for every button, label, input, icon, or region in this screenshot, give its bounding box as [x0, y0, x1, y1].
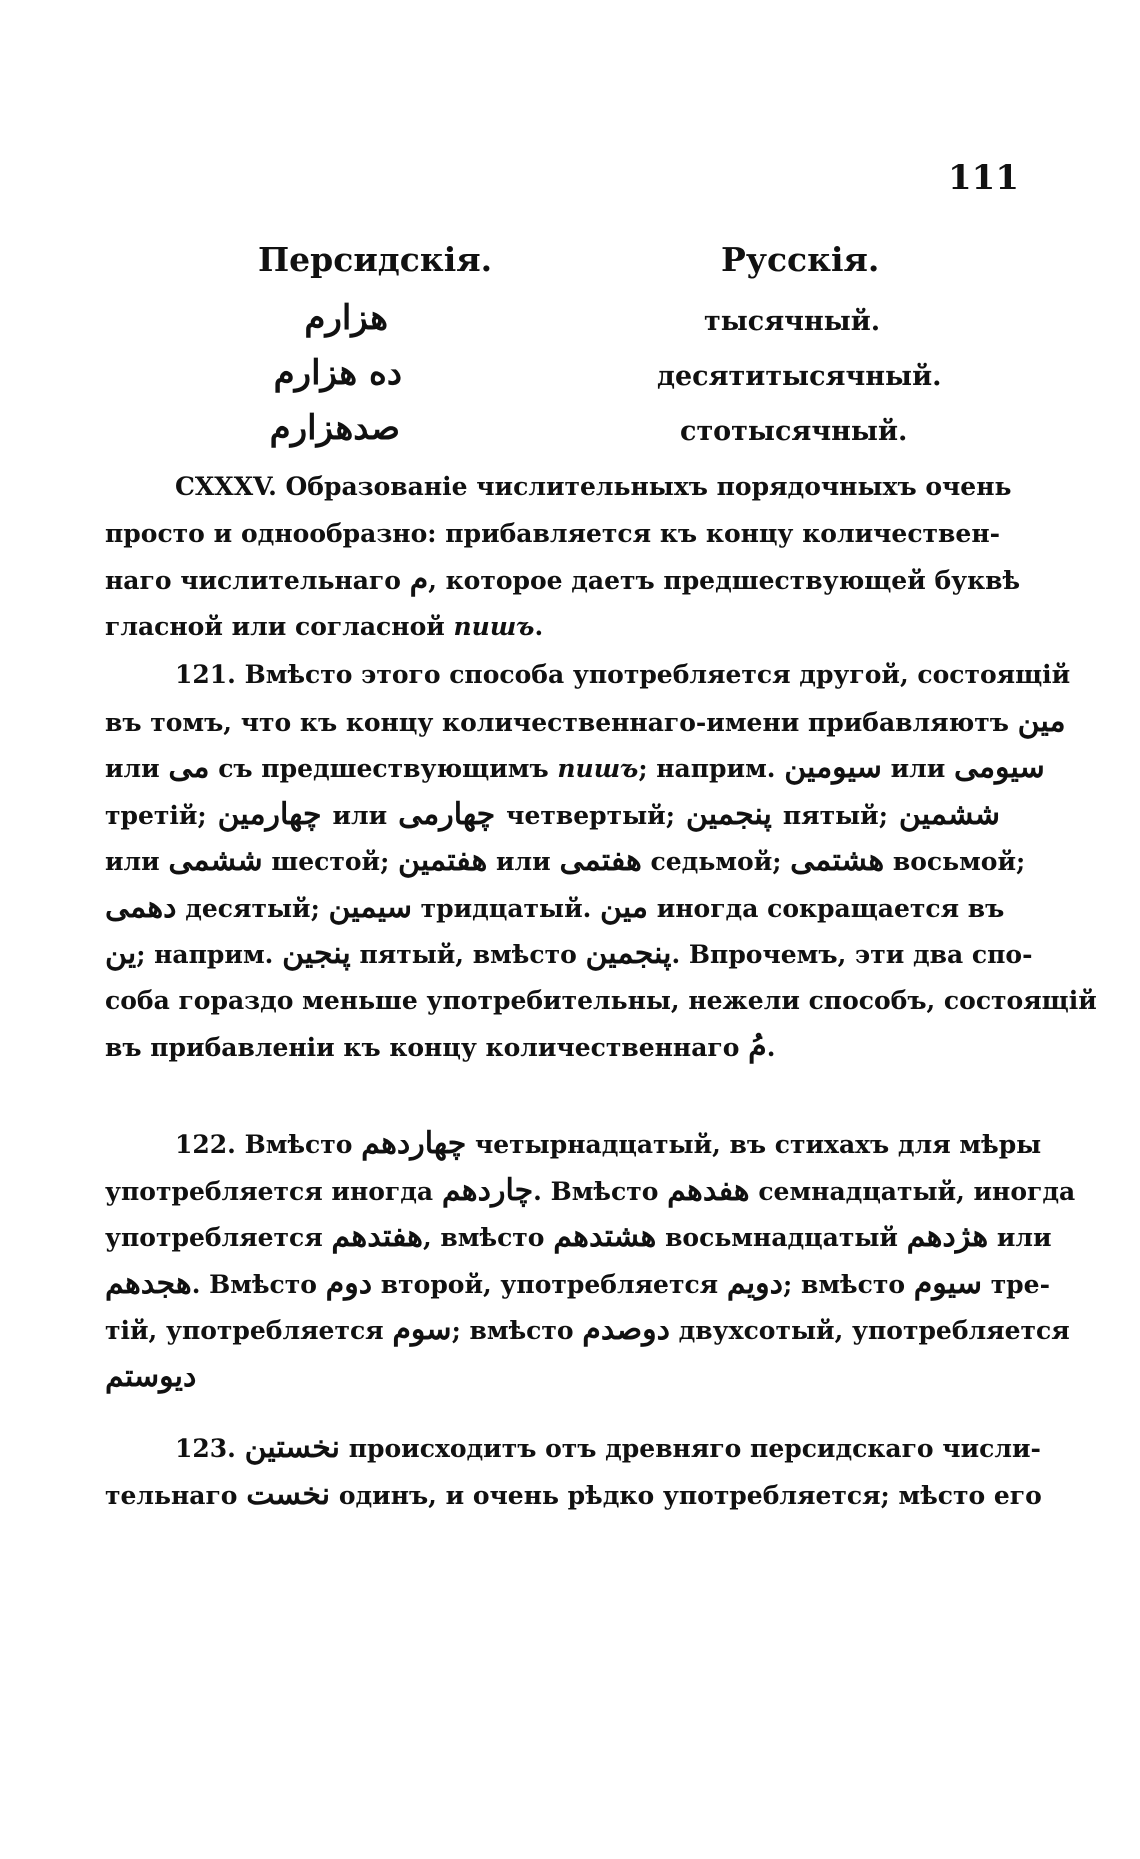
table-row — [0, 408, 1140, 460]
persian-inline-word: هفدهم — [667, 1172, 750, 1208]
persian-inline-word: دیوستم — [105, 1358, 197, 1394]
persian-inline-word: نخست — [246, 1476, 331, 1512]
text-line — [105, 978, 1097, 1025]
text-segment: . Впрочемъ, эти два спо- — [671, 940, 1033, 969]
table-row — [0, 298, 1140, 350]
persian-inline-word: هشتمی — [790, 843, 885, 878]
text-segment: третій; — [105, 800, 218, 830]
persian-inline-word: دوم — [325, 1265, 373, 1301]
text-line — [105, 792, 1000, 839]
text-segment: ; наприм. — [638, 754, 785, 783]
text-line — [105, 1354, 1000, 1401]
column-header-russian: Русскія. — [721, 240, 880, 279]
persian-inline-word: ششمین — [898, 796, 1000, 832]
russian-word: десятитысячный. — [657, 361, 942, 392]
text-segment: восьмой; — [884, 847, 1026, 876]
text-segment: съ предшествующимъ — [209, 754, 558, 783]
persian-inline-word: دوصدم — [582, 1312, 670, 1347]
persian-word: صدهزارم — [269, 408, 400, 448]
text-segment: , которое даетъ предшествующей буквѣ — [428, 566, 1021, 595]
persian-inline-word: پنجین — [282, 936, 351, 971]
text-segment: CXXXV. Образованіе числительныхъ порядочныхъ очень — [175, 472, 1012, 501]
text-segment: просто и однообразно: прибавляется къ концу количествен- — [105, 518, 1000, 548]
text-segment: пятый; — [771, 800, 899, 830]
text-line — [105, 604, 1000, 651]
text-segment: тій, употребляется — [105, 1316, 393, 1345]
text-segment: ; вмѣсто — [783, 1269, 914, 1299]
text-segment: 123. — [175, 1434, 245, 1463]
text-line — [105, 1024, 1000, 1071]
text-segment: семнадцатый, иногда — [749, 1176, 1076, 1206]
persian-word: ده هزارم — [273, 353, 402, 393]
column-header-persian: Персидскія. — [258, 240, 493, 279]
text-line — [105, 885, 1005, 932]
text-segment: тельнаго — [105, 1480, 247, 1510]
text-segment: двухсотый, употребляется — [669, 1316, 1070, 1345]
persian-inline-word: هفتمین — [398, 843, 488, 878]
russian-word: стотысячный. — [680, 416, 908, 447]
paragraph-123 — [105, 1425, 1042, 1518]
text-line — [105, 464, 1012, 511]
persian-inline-word: مین — [1017, 703, 1066, 739]
persian-inline-word: می — [168, 750, 210, 785]
text-segment: одинъ, и очень рѣдко употребляется; мѣсто его — [330, 1480, 1042, 1510]
persian-inline-word: مُ — [748, 1029, 767, 1064]
text-line — [105, 1168, 1076, 1215]
text-segment: гласной или согласной — [105, 611, 454, 641]
persian-word: هزارم — [304, 298, 388, 338]
persian-inline-word: چاردهم — [441, 1172, 534, 1208]
text-segment: или — [105, 847, 169, 876]
persian-inline-word: مین — [600, 889, 648, 925]
text-segment: . Вмѣсто — [533, 1176, 668, 1206]
persian-inline-word: چهارمی — [398, 796, 496, 832]
table-row — [0, 353, 1140, 405]
text-segment: десятый; — [176, 893, 329, 923]
text-line — [105, 838, 1026, 885]
text-segment: происходитъ отъ древняго персидскаго числи- — [340, 1434, 1041, 1463]
text-segment: или — [988, 1223, 1052, 1252]
text-segment: тридцатый. — [411, 893, 601, 923]
text-segment: седьмой; — [641, 847, 791, 876]
text-line — [105, 931, 1033, 978]
text-line — [105, 1472, 1042, 1519]
text-segment: , вмѣсто — [423, 1223, 554, 1252]
text-segment: употребляется иногда — [105, 1176, 442, 1206]
text-segment: въ томъ, что къ концу количественнаго-имени прибавляютъ — [105, 707, 1018, 737]
text-line — [105, 699, 1066, 746]
persian-inline-word: سیومی — [953, 750, 1045, 785]
text-line — [105, 557, 1021, 604]
persian-inline-word: چهارمین — [217, 796, 322, 832]
persian-inline-word: دهمی — [105, 889, 177, 925]
persian-inline-word: پنجمین — [685, 796, 772, 832]
text-segment: второй, употребляется — [372, 1269, 727, 1299]
text-segment: шестой; — [262, 847, 399, 876]
page-number: 111 — [948, 158, 1019, 198]
text-segment: тре- — [981, 1269, 1050, 1299]
text-segment: иногда сокращается въ — [648, 893, 1005, 923]
italic-term: пишъ — [557, 754, 639, 783]
persian-inline-word: دویم — [726, 1265, 784, 1301]
text-segment: въ прибавленіи къ концу количественнаго — [105, 1033, 749, 1062]
text-segment: или — [881, 754, 954, 783]
persian-inline-word: هژدهم — [906, 1219, 989, 1254]
persian-inline-word: هشتدهم — [553, 1219, 657, 1254]
text-line — [105, 1121, 1042, 1168]
persian-inline-word: پنجمین — [585, 936, 672, 971]
persian-inline-word: هجدهم — [105, 1265, 192, 1301]
text-segment: четырнадцатый, въ стихахъ для мѣры — [466, 1130, 1042, 1159]
text-segment: ; наприм. — [136, 940, 283, 969]
paragraph-122 — [105, 1121, 1076, 1400]
persian-inline-word: سیوم — [913, 1265, 982, 1301]
text-segment: или — [487, 847, 560, 876]
text-segment: . Вмѣсто — [191, 1269, 326, 1299]
persian-inline-word: نخستین — [244, 1430, 341, 1465]
persian-inline-word: سیمین — [328, 889, 412, 925]
persian-inline-word: سوم — [392, 1312, 452, 1347]
paragraph-121 — [105, 652, 1097, 1071]
persian-inline-word: ششمی — [168, 843, 263, 878]
persian-inline-word: چهاردهم — [361, 1126, 467, 1161]
persian-inline-word: سیومین — [784, 750, 882, 785]
text-segment: ; вмѣсто — [451, 1316, 583, 1345]
persian-inline-word: هفتدهم — [331, 1219, 424, 1254]
text-segment: 121. Вмѣсто этого способа употребляется другой, состоящій — [175, 660, 1071, 689]
text-line — [105, 1307, 1070, 1354]
text-segment: . — [534, 611, 544, 641]
russian-word: тысячный. — [704, 306, 881, 337]
persian-inline-word: م — [409, 562, 429, 597]
text-line — [105, 511, 1000, 558]
persian-inline-word: هفتمی — [559, 843, 642, 878]
text-segment: или — [105, 754, 169, 783]
text-segment: восьмнадцатый — [656, 1223, 907, 1252]
text-segment: наго числительнаго — [105, 566, 410, 595]
text-segment: употребляется — [105, 1223, 332, 1252]
text-segment: пятый, вмѣсто — [350, 940, 586, 969]
text-line — [105, 1214, 1052, 1261]
text-segment: 122. Вмѣсто — [175, 1130, 362, 1159]
text-segment: или — [321, 800, 399, 830]
text-segment: соба гораздо меньше употребительны, нежели способъ, состоящій — [105, 985, 1097, 1015]
paragraph-cxxxv — [105, 464, 1021, 650]
text-line — [105, 1425, 1041, 1472]
text-line — [105, 652, 1071, 699]
text-segment: . — [766, 1033, 776, 1062]
italic-term: пишъ — [453, 611, 535, 641]
text-line — [105, 1261, 1050, 1308]
text-segment: четвертый; — [495, 800, 686, 830]
text-line — [105, 745, 1045, 792]
persian-inline-word: ین — [105, 936, 137, 971]
